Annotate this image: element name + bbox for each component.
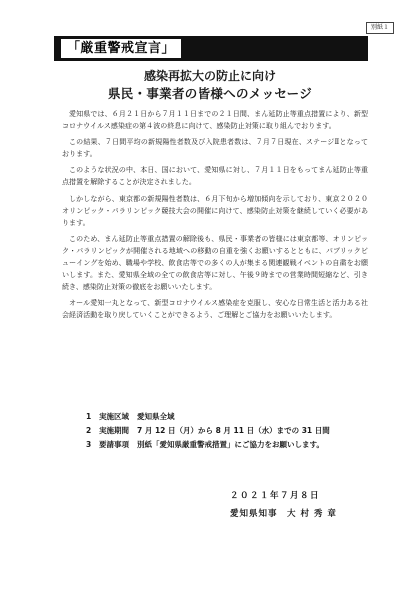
measure-label: 実施区域 [99, 412, 129, 421]
measure-item [86, 410, 386, 424]
message-body [62, 108, 368, 326]
body-paragraph: しかしながら、東京都の新規陽性者数は、６月下旬から増加傾向を示しており、東京２０２０オリンピック・パラリンピック競技大会の開催に向けて、感染防止対策を継続していく必要があります。 [62, 194, 368, 227]
declaration-banner [54, 36, 368, 61]
measure-number: 2 [86, 426, 92, 435]
issue-date: ２０２１年７月８日 [230, 491, 321, 501]
measures-list [86, 410, 386, 452]
measure-number: 1 [86, 412, 92, 421]
message-title-line-1: 感染再拡大の防止に向け [143, 69, 276, 83]
message-title-line-2: 県民・事業者の皆様へのメッセージ [107, 86, 313, 101]
governor-signature: 愛知県知事 大 村 秀 章 [230, 509, 337, 519]
body-paragraph: このため、まん延防止等重点措置の解除後も、県民・事業者の皆様には東京都等、オリンピック・パラリンピックが開催される地域への移動の自重を強くお願いするとともに、パブリックビューイングを始め、職場や学校、飲食店等での多くの人が集まる関連観戦イベントの自粛をお願いします。また、愛知県全域の全ての飲食店等に対し、午後９時までの営業時間短縮など、引き続き、感染防止対策の徹底をお願いいたします。 [62, 234, 368, 292]
measure-label: 要請事項 [99, 440, 129, 449]
measure-item [86, 438, 386, 452]
banner-title: 「厳重警戒宣言」 [61, 39, 181, 58]
measure-number: 3 [86, 440, 92, 449]
body-paragraph: 愛知県では、６月２１日から７月１１日までの２１日間、まん延防止等重点措置により、新型コロナウイルス感染症の第４波の終息に向けて、感染防止対策に取り組んでおります。 [62, 110, 368, 131]
measure-value: 別紙「愛知県厳重警戒措置」にご協力をお願いします。 [137, 440, 324, 449]
body-paragraph: この結果、７日間平均の新規陽性者数及び入院患者数は、７月７日現在、ステージⅡとなっております。 [62, 138, 368, 159]
measure-item [86, 424, 386, 438]
measure-value: 愛知県全域 [137, 412, 175, 421]
body-paragraph: このような状況の中、本日、国において、愛知県に対し、７月１１日をもってまん延防止等重点措置を解除することが決定されました。 [62, 166, 368, 187]
body-paragraph: オール愛知一丸となって、新型コロナウイルス感染症を克服し、安心な日常生活と活力ある社会経済活動を取り戻していくことができるよう、ご理解とご協力をお願いいたします。 [62, 299, 368, 320]
measure-value: 7 月 12 日（月）から 8 月 11 日（水）までの 31 日間 [137, 426, 330, 435]
measure-label: 実施期間 [99, 426, 129, 435]
attachment-label: 別紙１ [366, 22, 394, 34]
